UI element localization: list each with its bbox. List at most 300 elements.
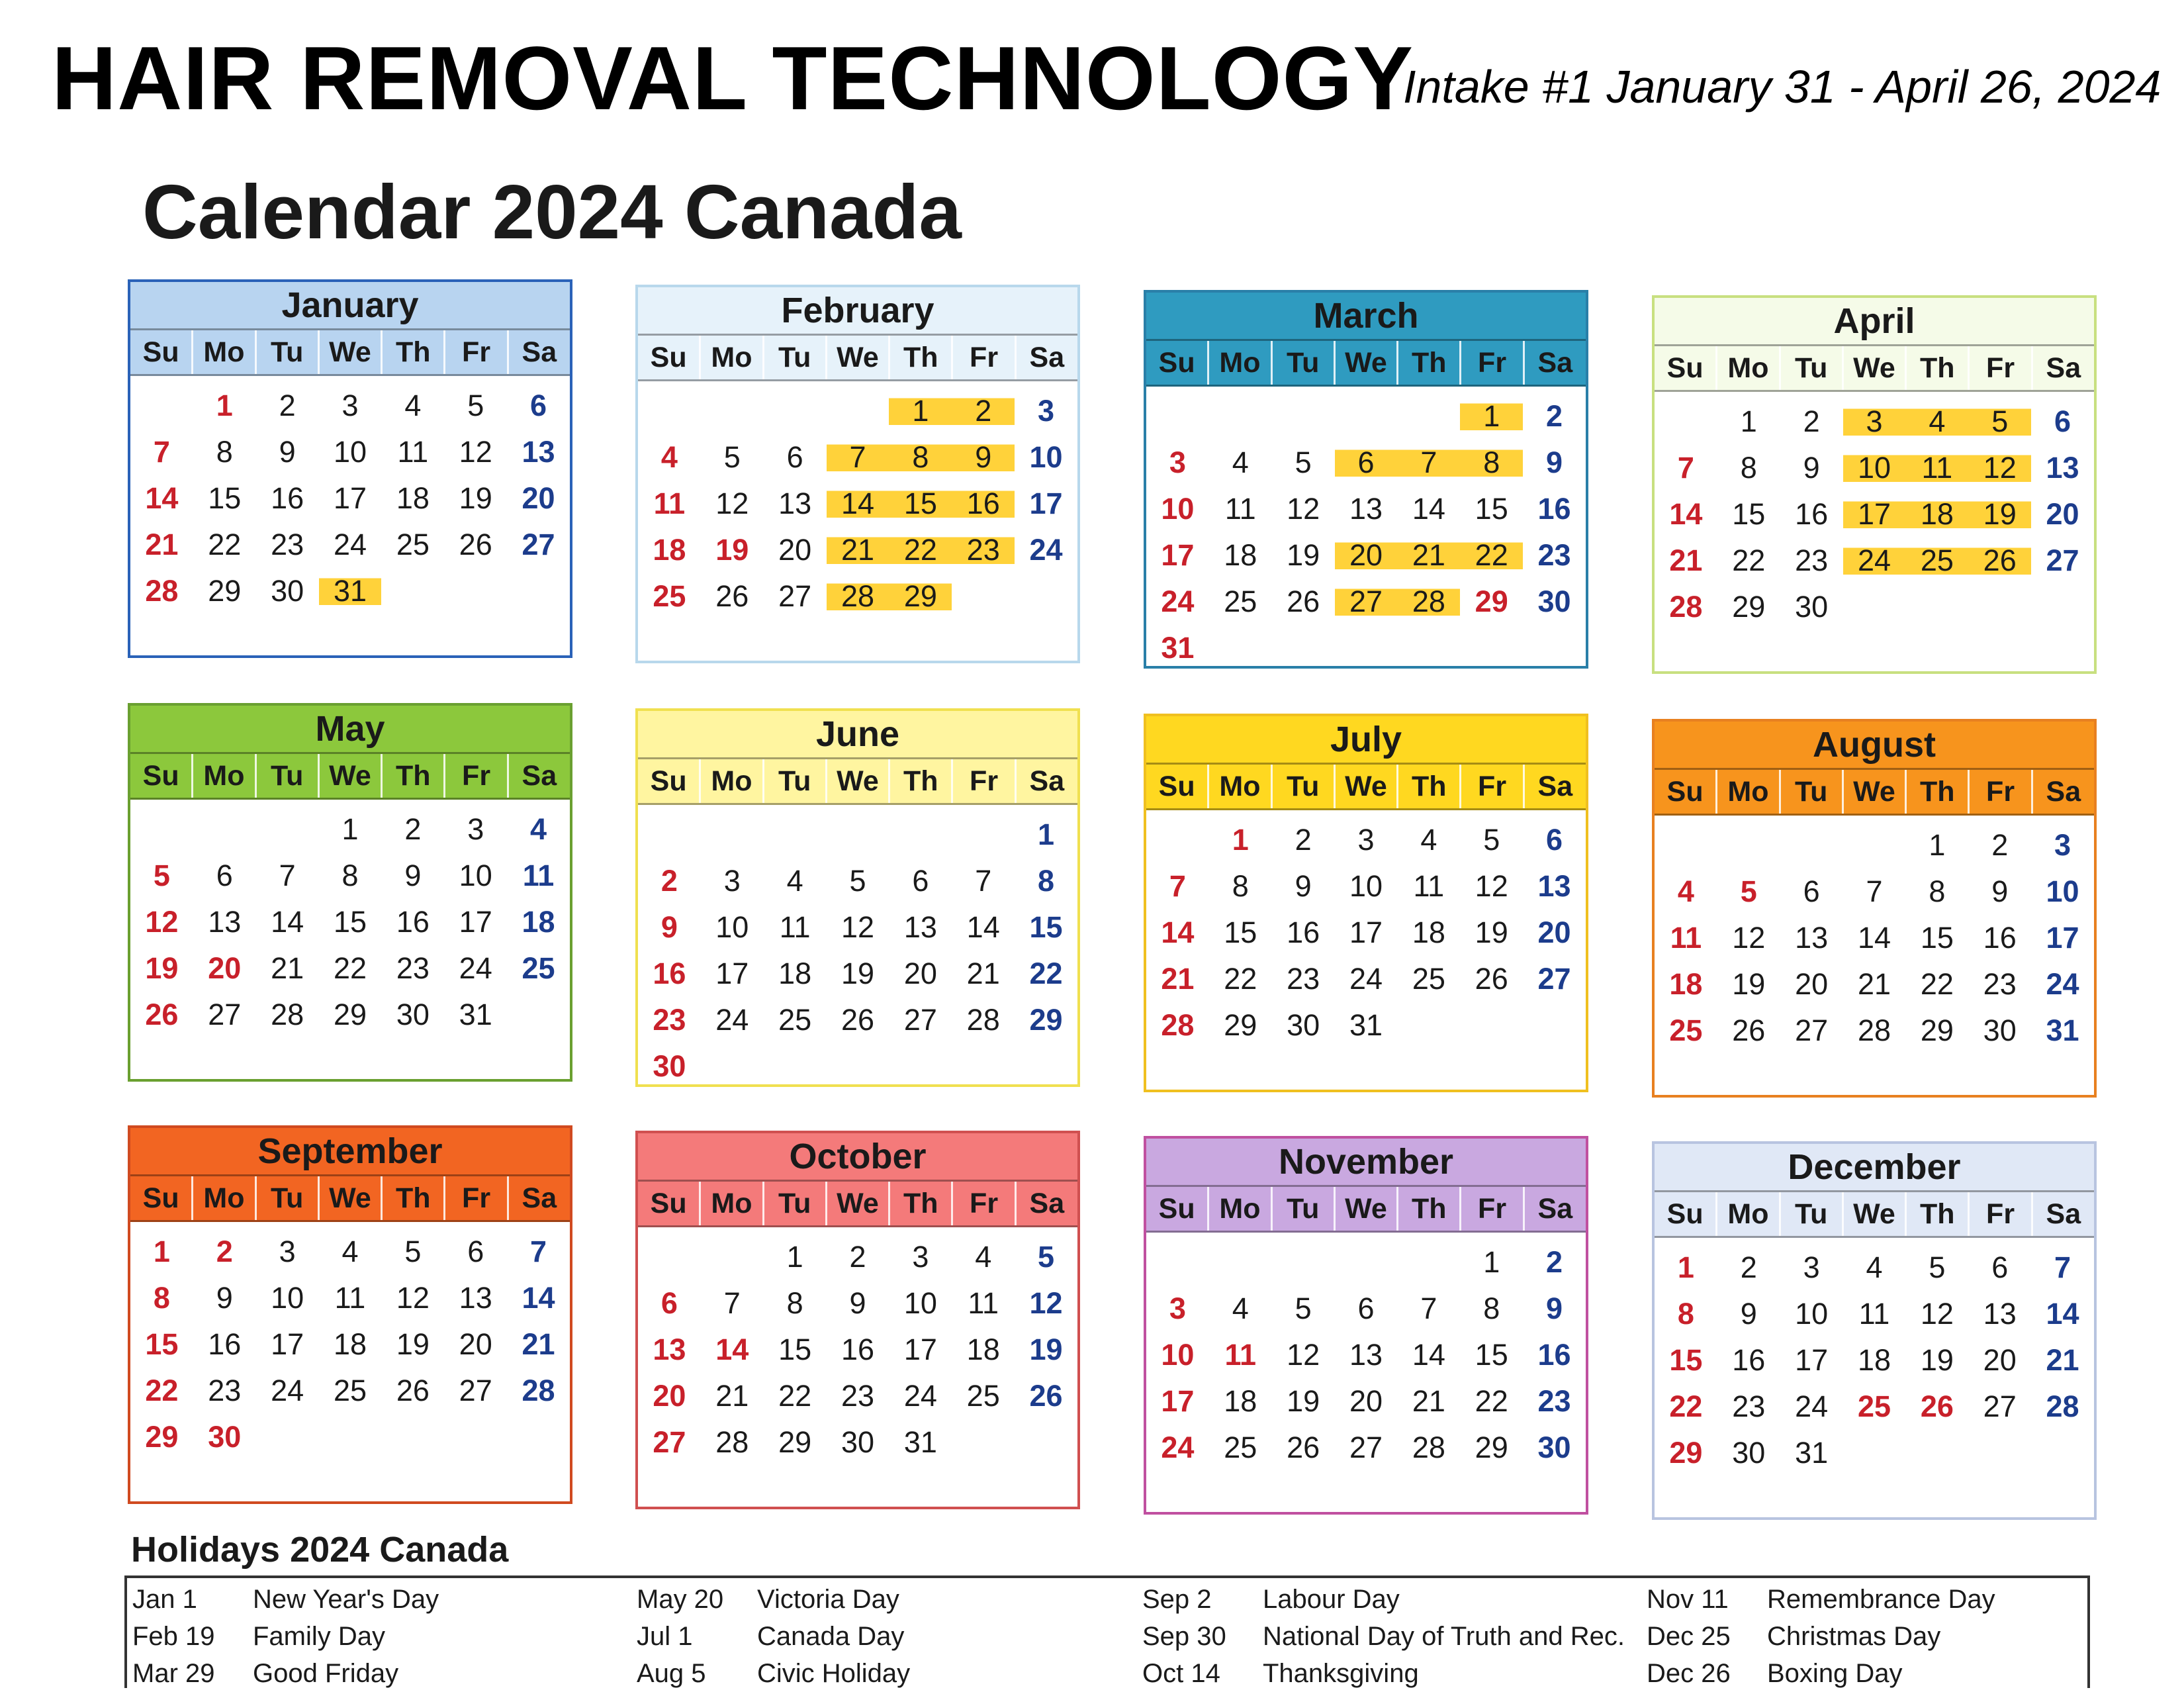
day-cell: 11 xyxy=(1905,445,1968,491)
day-cell: 20 xyxy=(1537,916,1571,949)
day-cell: 1 xyxy=(1677,1250,1694,1284)
day-cell: 20 xyxy=(1335,532,1398,579)
holiday-date: Jul 1 xyxy=(637,1622,693,1651)
day-cell: 17 xyxy=(715,957,749,990)
day-cell: 22 xyxy=(1475,1384,1508,1418)
holidays-title: Holidays 2024 Canada xyxy=(131,1530,509,1570)
day-cell: 23 xyxy=(1983,967,2017,1001)
day-cell: 19 xyxy=(1968,491,2031,538)
day-cell: 18 xyxy=(1905,491,1968,538)
document-title: HAIR REMOVAL TECHNOLOGY xyxy=(52,28,1414,128)
day-cell: 17 xyxy=(1795,1343,1829,1377)
weekday-label: Mo xyxy=(193,1176,256,1220)
day-cell: 8 xyxy=(1460,440,1523,486)
day-cell: 4 xyxy=(341,1235,359,1268)
day-cell: 10 xyxy=(333,435,367,469)
day-cell: 3 xyxy=(1843,399,1906,445)
day-cell: 8 xyxy=(1232,869,1249,903)
day-cell: 27 xyxy=(208,998,242,1031)
weekday-label: Mo xyxy=(193,330,256,374)
day-cell: 4 xyxy=(786,864,803,898)
day-cell: 4 xyxy=(1232,1292,1249,1325)
month-september xyxy=(128,1125,572,1504)
day-cell: 17 xyxy=(1843,491,1906,538)
day-cell: 30 xyxy=(653,1049,686,1083)
day-cell: 29 xyxy=(778,1425,812,1459)
day-cell: 16 xyxy=(1287,916,1320,949)
day-cell: 24 xyxy=(459,951,492,985)
holiday-row xyxy=(1641,1618,2144,1655)
empty-cell xyxy=(130,806,193,853)
day-cell: 5 xyxy=(849,864,866,898)
day-cell: 18 xyxy=(396,481,430,515)
day-cell: 5 xyxy=(404,1235,422,1268)
weekday-label: Su xyxy=(638,336,701,379)
day-cell: 14 xyxy=(1161,916,1195,949)
day-cell: 2 xyxy=(1546,399,1563,433)
day-cell: 21 xyxy=(715,1379,749,1413)
day-cell: 26 xyxy=(145,998,179,1031)
day-cell: 31 xyxy=(1795,1436,1829,1470)
day-cell: 28 xyxy=(1857,1013,1891,1047)
day-cell: 14 xyxy=(1412,492,1445,526)
day-cell: 13 xyxy=(459,1281,492,1315)
weekday-label: Sa xyxy=(1537,1193,1573,1225)
month-name: July xyxy=(1146,716,1586,765)
day-cell: 6 xyxy=(1803,874,1820,908)
weekday-label: Fr xyxy=(1461,1187,1524,1231)
weekday-label: Sa xyxy=(1537,347,1573,379)
day-cell: 29 xyxy=(1224,1008,1257,1042)
day-cell: 7 xyxy=(1397,440,1460,486)
day-cell: 30 xyxy=(1537,1431,1571,1464)
empty-cell xyxy=(764,388,827,434)
day-cell: 15 xyxy=(1920,921,1954,955)
day-cell: 8 xyxy=(1483,1292,1500,1325)
day-cell: 20 xyxy=(1983,1343,2017,1377)
day-cell: 27 xyxy=(1335,579,1398,625)
weekday-header xyxy=(638,1182,1077,1227)
weekday-label: Mo xyxy=(1209,1187,1272,1231)
day-cell: 26 xyxy=(459,528,492,561)
day-cell: 3 xyxy=(2054,828,2071,862)
day-cell: 13 xyxy=(208,905,242,939)
day-cell: 2 xyxy=(1546,1245,1563,1279)
weekday-label: Tu xyxy=(764,336,827,379)
holiday-name: Labour Day xyxy=(1263,1585,1400,1614)
weekday-label: Th xyxy=(383,1176,445,1220)
month-january xyxy=(128,279,572,658)
day-grid xyxy=(1655,816,2094,1054)
day-cell: 27 xyxy=(459,1374,492,1407)
weekday-label: We xyxy=(827,1182,890,1225)
day-cell: 25 xyxy=(1224,585,1257,618)
day-cell: 19 xyxy=(145,951,179,985)
day-cell: 8 xyxy=(1740,451,1757,485)
weekday-label: We xyxy=(320,1176,383,1220)
empty-cell xyxy=(1209,393,1272,440)
day-cell: 9 xyxy=(849,1286,866,1320)
weekday-label: Fr xyxy=(1970,346,2032,390)
weekday-header xyxy=(638,759,1077,805)
day-cell: 4 xyxy=(530,812,547,846)
day-cell: 19 xyxy=(1475,916,1508,949)
weekday-label: Mo xyxy=(701,1182,764,1225)
day-cell: 22 xyxy=(1460,532,1523,579)
day-cell: 31 xyxy=(2046,1013,2079,1047)
weekday-label: Tu xyxy=(1273,341,1336,385)
day-cell: 18 xyxy=(1412,916,1445,949)
day-cell: 30 xyxy=(208,1420,242,1454)
day-cell: 13 xyxy=(1349,492,1383,526)
day-cell: 2 xyxy=(404,812,422,846)
day-cell: 12 xyxy=(1920,1297,1954,1331)
day-cell: 1 xyxy=(341,812,359,846)
weekday-label: Tu xyxy=(1781,1192,1844,1236)
weekday-label: Su xyxy=(130,330,193,374)
day-cell: 16 xyxy=(1983,921,2017,955)
day-cell: 17 xyxy=(459,905,492,939)
day-cell: 10 xyxy=(1349,869,1383,903)
day-cell: 10 xyxy=(715,910,749,944)
day-cell: 11 xyxy=(1413,869,1445,903)
day-cell: 21 xyxy=(271,951,304,985)
day-cell: 10 xyxy=(1795,1297,1829,1331)
empty-cell xyxy=(1780,822,1843,869)
day-cell: 13 xyxy=(1983,1297,2017,1331)
weekday-label: Su xyxy=(1655,1192,1717,1236)
day-cell: 20 xyxy=(1349,1384,1383,1418)
day-cell: 6 xyxy=(1991,1250,2009,1284)
day-cell: 9 xyxy=(404,859,422,892)
day-cell: 21 xyxy=(1857,967,1891,1001)
day-cell: 22 xyxy=(1224,962,1257,996)
weekday-label: Su xyxy=(130,754,193,798)
day-cell: 27 xyxy=(903,1003,937,1037)
day-cell: 6 xyxy=(1335,440,1398,486)
day-cell: 22 xyxy=(333,951,367,985)
weekday-label: Sa xyxy=(2046,1198,2081,1230)
month-name: January xyxy=(130,282,570,330)
day-cell: 23 xyxy=(1732,1389,1766,1423)
holiday-date: Sep 2 xyxy=(1142,1585,1212,1614)
day-cell: 17 xyxy=(1349,916,1383,949)
weekday-label: Fr xyxy=(445,754,508,798)
day-cell: 13 xyxy=(1795,921,1829,955)
weekday-label: Th xyxy=(890,1182,953,1225)
weekday-label: Sa xyxy=(1029,1188,1065,1219)
day-cell: 24 xyxy=(1795,1389,1829,1423)
empty-cell xyxy=(1272,393,1335,440)
day-cell: 25 xyxy=(1412,962,1445,996)
day-cell: 15 xyxy=(145,1327,179,1361)
day-cell: 16 xyxy=(952,481,1015,527)
weekday-label: Tu xyxy=(764,759,827,803)
day-cell: 11 xyxy=(334,1281,366,1315)
day-cell: 5 xyxy=(1038,1240,1055,1274)
day-cell: 29 xyxy=(1029,1003,1063,1037)
day-cell: 28 xyxy=(966,1003,1000,1037)
weekday-label: Fr xyxy=(953,1182,1016,1225)
weekday-label: Th xyxy=(1907,346,1970,390)
day-cell: 21 xyxy=(145,528,179,561)
holiday-row xyxy=(127,1581,630,1618)
holiday-date: Aug 5 xyxy=(637,1659,706,1688)
month-march xyxy=(1144,290,1588,669)
day-cell: 3 xyxy=(1038,394,1055,428)
day-cell: 25 xyxy=(778,1003,812,1037)
day-cell: 21 xyxy=(1669,543,1703,577)
day-cell: 5 xyxy=(1968,399,2031,445)
day-cell: 19 xyxy=(459,481,492,515)
day-cell: 8 xyxy=(889,434,952,481)
day-cell: 7 xyxy=(975,864,992,898)
day-cell: 11 xyxy=(653,487,686,520)
day-cell: 26 xyxy=(1287,1431,1320,1464)
day-cell: 13 xyxy=(653,1333,686,1366)
day-cell: 29 xyxy=(889,573,952,620)
weekday-label: We xyxy=(1336,341,1398,385)
day-cell: 21 xyxy=(827,527,889,573)
empty-cell xyxy=(1397,393,1460,440)
day-cell: 14 xyxy=(827,481,889,527)
month-november xyxy=(1144,1136,1588,1515)
holidays-column xyxy=(1137,1581,1640,1692)
day-cell: 4 xyxy=(1905,399,1968,445)
day-cell: 23 xyxy=(396,951,430,985)
day-cell: 2 xyxy=(1803,404,1820,438)
day-cell: 29 xyxy=(333,998,367,1031)
day-cell: 16 xyxy=(208,1327,242,1361)
day-cell: 5 xyxy=(1929,1250,1946,1284)
holidays-column xyxy=(1641,1581,2144,1692)
empty-cell xyxy=(764,812,827,858)
day-cell: 17 xyxy=(333,481,367,515)
day-cell: 12 xyxy=(1475,869,1508,903)
holiday-row xyxy=(127,1655,630,1692)
day-cell: 22 xyxy=(1732,543,1766,577)
day-cell: 22 xyxy=(208,528,242,561)
day-cell: 29 xyxy=(1475,1431,1508,1464)
day-cell: 22 xyxy=(778,1379,812,1413)
day-cell: 22 xyxy=(889,527,952,573)
day-cell: 22 xyxy=(1029,957,1063,990)
day-cell: 11 xyxy=(1224,492,1256,526)
day-cell: 28 xyxy=(271,998,304,1031)
holiday-name: Family Day xyxy=(253,1622,386,1651)
weekday-label: Sa xyxy=(1029,765,1065,797)
day-cell: 7 xyxy=(1169,869,1186,903)
weekday-header xyxy=(130,1176,570,1222)
day-cell: 28 xyxy=(1397,579,1460,625)
weekday-label: Su xyxy=(638,1182,701,1225)
day-cell: 12 xyxy=(1968,445,2031,491)
day-cell: 10 xyxy=(271,1281,304,1315)
day-cell: 8 xyxy=(341,859,359,892)
day-cell: 14 xyxy=(1412,1338,1445,1372)
day-cell: 5 xyxy=(1295,446,1312,479)
weekday-label: Fr xyxy=(1970,1192,2032,1236)
day-cell: 29 xyxy=(1475,585,1508,618)
day-cell: 1 xyxy=(1483,1245,1500,1279)
day-cell: 14 xyxy=(145,481,179,515)
day-cell: 4 xyxy=(975,1240,992,1274)
day-cell: 12 xyxy=(145,905,179,939)
holiday-name: Boxing Day xyxy=(1767,1659,1903,1688)
day-grid xyxy=(1146,810,1586,1049)
day-cell: 26 xyxy=(1920,1389,1954,1423)
day-cell: 24 xyxy=(1161,1431,1195,1464)
empty-cell xyxy=(701,388,764,434)
day-cell: 28 xyxy=(1412,1431,1445,1464)
day-cell: 7 xyxy=(153,435,170,469)
day-cell: 12 xyxy=(1287,1338,1320,1372)
day-cell: 18 xyxy=(1224,538,1257,572)
empty-cell xyxy=(638,388,701,434)
day-cell: 23 xyxy=(1537,1384,1571,1418)
holiday-row xyxy=(631,1618,1134,1655)
weekday-label: Fr xyxy=(1970,770,2032,814)
day-cell: 12 xyxy=(459,435,492,469)
weekday-label: Fr xyxy=(445,330,508,374)
day-cell: 10 xyxy=(1843,445,1906,491)
day-cell: 21 xyxy=(522,1327,555,1361)
day-cell: 3 xyxy=(1169,446,1186,479)
day-cell: 12 xyxy=(1029,1286,1063,1320)
empty-cell xyxy=(827,388,889,434)
day-cell: 3 xyxy=(723,864,741,898)
day-cell: 6 xyxy=(530,389,547,422)
day-cell: 3 xyxy=(912,1240,929,1274)
holiday-date: Dec 25 xyxy=(1647,1622,1731,1651)
day-cell: 6 xyxy=(786,440,803,474)
day-cell: 28 xyxy=(1669,590,1703,624)
day-cell: 19 xyxy=(841,957,875,990)
day-cell: 8 xyxy=(153,1281,170,1315)
day-cell: 1 xyxy=(1929,828,1946,862)
day-cell: 10 xyxy=(903,1286,937,1320)
empty-cell xyxy=(1843,822,1906,869)
day-cell: 24 xyxy=(2046,967,2079,1001)
weekday-header xyxy=(638,336,1077,381)
day-cell: 27 xyxy=(1795,1013,1829,1047)
day-cell: 22 xyxy=(1920,967,1954,1001)
weekday-label: Fr xyxy=(953,336,1016,379)
weekday-label: Mo xyxy=(1717,346,1780,390)
day-cell: 14 xyxy=(271,905,304,939)
day-cell: 31 xyxy=(459,998,492,1031)
calendar-title: Calendar 2024 Canada xyxy=(142,169,962,255)
day-grid xyxy=(1655,392,2094,630)
empty-cell xyxy=(1146,393,1209,440)
weekday-header xyxy=(130,754,570,800)
day-cell: 7 xyxy=(1866,874,1883,908)
empty-cell xyxy=(1397,1239,1460,1286)
month-name: May xyxy=(130,706,570,754)
day-cell: 15 xyxy=(1669,1343,1703,1377)
day-cell: 11 xyxy=(1858,1297,1890,1331)
weekday-label: Th xyxy=(1398,765,1461,808)
day-cell: 27 xyxy=(1349,1431,1383,1464)
weekday-label: Th xyxy=(1398,1187,1461,1231)
day-cell: 7 xyxy=(1420,1292,1437,1325)
day-cell: 2 xyxy=(849,1240,866,1274)
day-cell: 3 xyxy=(1169,1292,1186,1325)
day-cell: 30 xyxy=(396,998,430,1031)
day-cell: 19 xyxy=(396,1327,430,1361)
holiday-name: Victoria Day xyxy=(757,1585,899,1614)
day-cell: 1 xyxy=(889,388,952,434)
weekday-label: We xyxy=(1336,765,1398,808)
day-cell: 1 xyxy=(1232,823,1249,857)
weekday-label: Th xyxy=(890,759,953,803)
day-cell: 9 xyxy=(1546,446,1563,479)
holiday-row xyxy=(1641,1655,2144,1692)
weekday-label: Su xyxy=(1655,346,1717,390)
day-cell: 3 xyxy=(279,1235,296,1268)
day-cell: 18 xyxy=(522,905,555,939)
day-cell: 20 xyxy=(208,951,242,985)
day-cell: 31 xyxy=(1161,631,1195,665)
weekday-label: Su xyxy=(130,1176,193,1220)
weekday-header xyxy=(1655,770,2094,816)
day-cell: 3 xyxy=(1803,1250,1820,1284)
day-cell: 19 xyxy=(1287,1384,1320,1418)
month-october xyxy=(635,1131,1080,1509)
month-february xyxy=(635,285,1080,663)
day-cell: 27 xyxy=(1537,962,1571,996)
month-name: August xyxy=(1655,722,2094,770)
day-cell: 5 xyxy=(153,859,170,892)
day-cell: 30 xyxy=(1732,1436,1766,1470)
day-cell: 6 xyxy=(1357,1292,1375,1325)
month-name: June xyxy=(638,711,1077,759)
day-cell: 30 xyxy=(1537,585,1571,618)
weekday-label: Th xyxy=(1907,1192,1970,1236)
day-cell: 20 xyxy=(778,533,812,567)
day-cell: 13 xyxy=(522,435,555,469)
day-cell: 20 xyxy=(1795,967,1829,1001)
weekday-label: Su xyxy=(638,759,701,803)
day-cell: 20 xyxy=(522,481,555,515)
holiday-date: Sep 30 xyxy=(1142,1622,1226,1651)
day-cell: 6 xyxy=(660,1286,678,1320)
day-cell: 26 xyxy=(1475,962,1508,996)
empty-cell xyxy=(889,812,952,858)
holiday-name: Christmas Day xyxy=(1767,1622,1941,1651)
day-cell: 2 xyxy=(279,389,296,422)
day-cell: 30 xyxy=(271,574,304,608)
day-cell: 2 xyxy=(952,388,1015,434)
day-cell: 25 xyxy=(333,1374,367,1407)
weekday-header xyxy=(130,330,570,376)
holiday-name: Good Friday xyxy=(253,1659,399,1688)
weekday-label: Mo xyxy=(1717,1192,1780,1236)
day-cell: 8 xyxy=(216,435,233,469)
day-cell: 29 xyxy=(1669,1436,1703,1470)
weekday-header xyxy=(1146,765,1586,810)
day-cell: 10 xyxy=(1161,1338,1195,1372)
empty-cell xyxy=(638,812,701,858)
holiday-name: Remembrance Day xyxy=(1767,1585,1995,1614)
weekday-label: Sa xyxy=(1537,771,1573,802)
weekday-header xyxy=(1655,1192,2094,1238)
day-cell: 24 xyxy=(333,528,367,561)
holidays-column xyxy=(127,1581,630,1692)
month-june xyxy=(635,708,1080,1087)
day-cell: 18 xyxy=(1669,967,1703,1001)
empty-cell xyxy=(256,806,319,853)
